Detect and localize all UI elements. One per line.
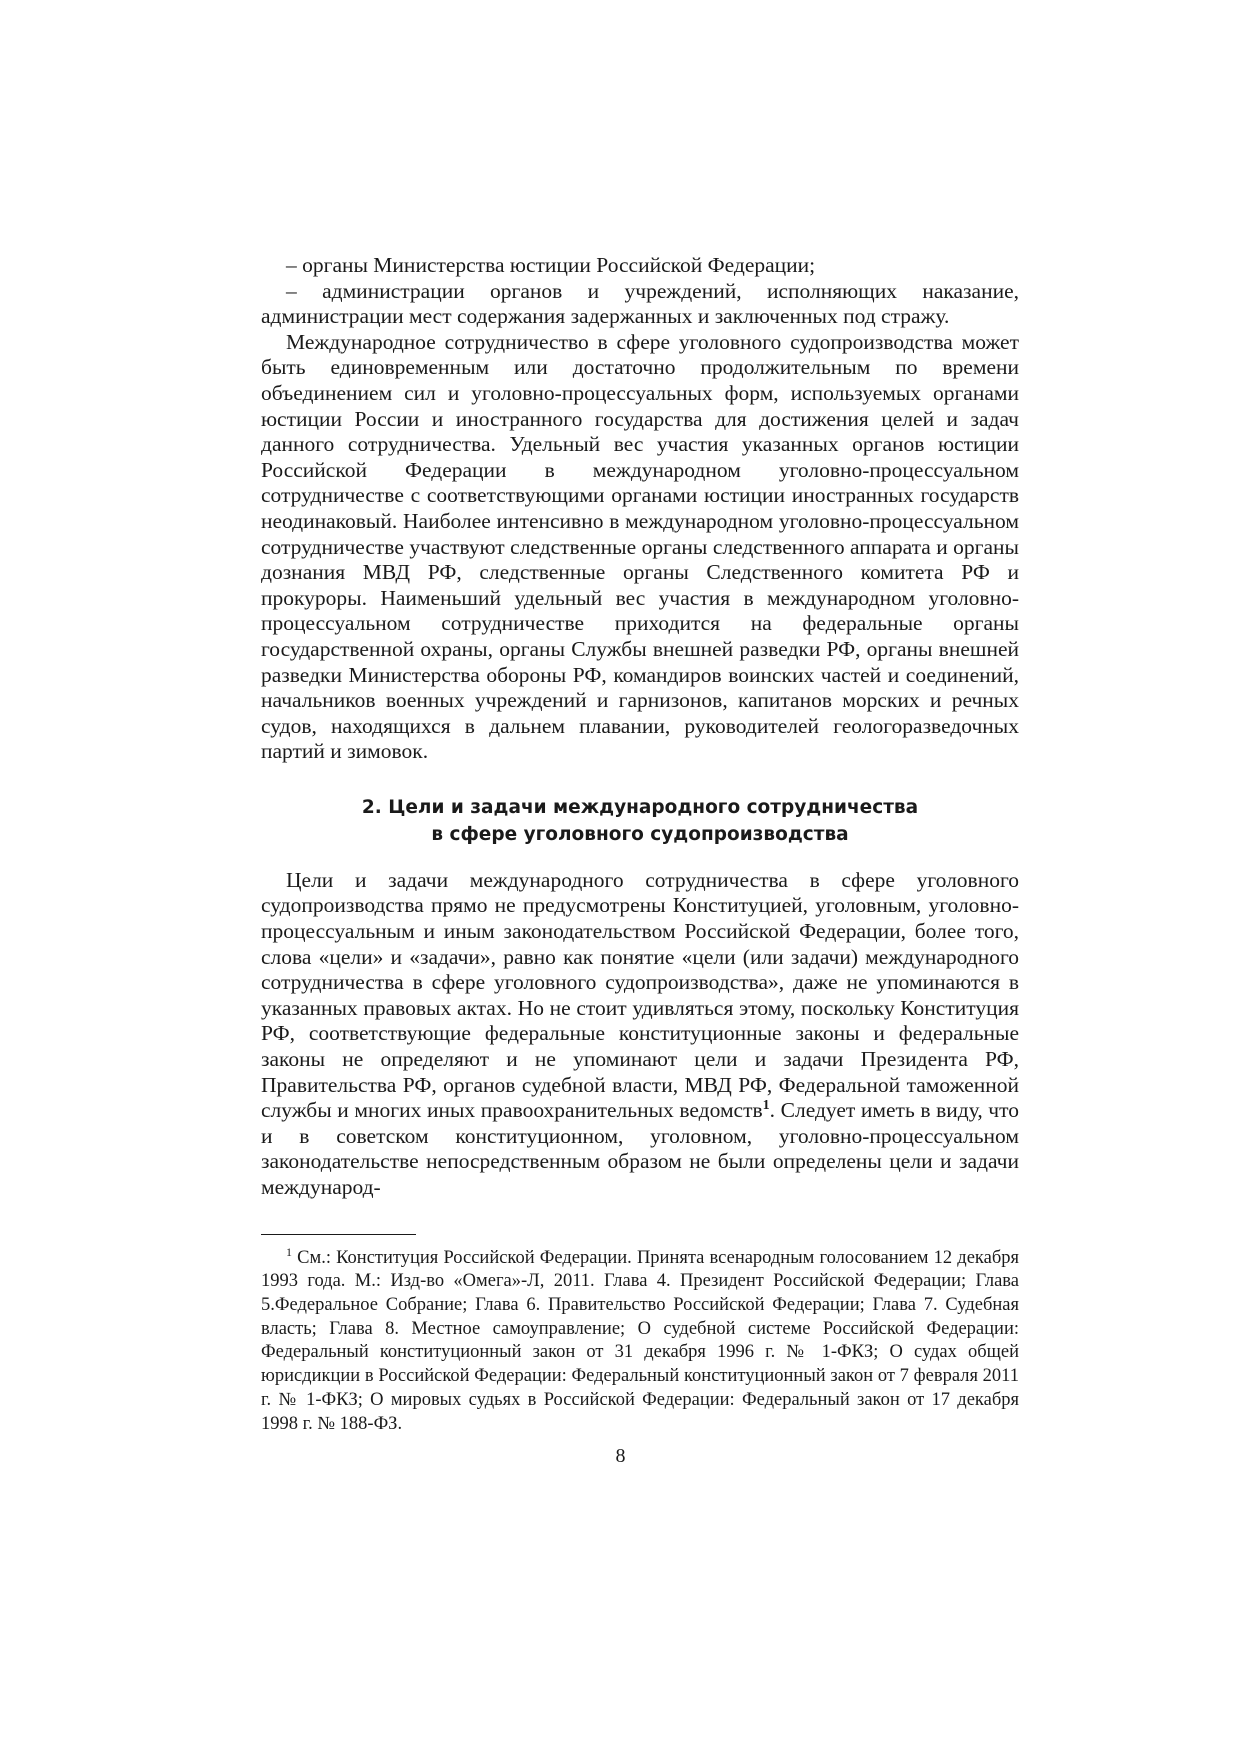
- page-number: 8: [615, 1445, 626, 1467]
- list-item-administrations: – администрации органов и учреждений, исполняющих наказание, администрации мест содержания задержанных и заключенных под стражу.: [261, 278, 1019, 329]
- footnote-divider: [261, 1234, 416, 1235]
- section-heading-line-1: 2. Цели и задачи международного сотрудничества: [361, 796, 919, 818]
- paragraph-international-cooperation: Международное сотрудничество в сфере уголовного судопроизводства может быть единовременным или достаточно продолжительным по времени объединением сил и уголовно-процессуальных форм, используемых органами юстиции России и иностранного государства для достижения целей и задач данного сотрудничества. Удельный вес участия указанных органов юстиции Российской Федерации в международном уголовно-процессуальном сотрудничестве с соответствующими органами юстиции иностранных государств неодинаковый. Наиболее интенсивно в международном уголовно-процессуальном сотрудничестве участвуют следственные органы следственного аппарата и органы дознания МВД РФ, следственные органы Следственного комитета РФ и прокуроры. Наименьший удельный вес участия в международном уголовно-процессуальном сотрудничестве приходится на федеральные органы государственной охраны, органы Службы внешней разведки РФ, органы внешней разведки Министерства обороны РФ, командиров воинских частей и соединений, начальников военных учреждений и гарнизонов, капитанов морских и речных судов, находящихся в дальнем плавании, руководителей геологоразведочных партий и зимовок.: [261, 329, 1019, 764]
- list-item-ministry-justice: – органы Министерства юстиции Российской Федерации;: [286, 253, 816, 277]
- paragraph-goals-tasks-continuation: . Следует иметь в виду, что и в советском конституционном, уголовном, уголовно-процессуальном законодательстве непосредственным образом не были определены цели и задачи международ-: [261, 1098, 1019, 1199]
- paragraph-goals-tasks: [261, 868, 1019, 1201]
- section-heading: [261, 794, 1019, 848]
- footnote-marker: 1: [286, 1244, 292, 1259]
- footnote-text: См.: Конституция Российской Федерации. Принята всенародным голосованием 12 декабря 1993 года. М.: Изд-во «Омега»-Л, 2011. Глава 4. Президент Российской Федерации; Глава 5.Федеральное Собрание; Глава 6. Правительство Российской Федерации; Глава 7. Судебная власть; Глава 8. Местное самоуправление; О судебной системе Российской Федерации: Федеральный конституционный закон от 31 декабря 1996 г. № 1-ФКЗ; О судах общей юрисдикции в Российской Федерации: Федеральный конституционный закон от 7 февраля 2011 г. № 1-ФКЗ; О мировых судьях в Российской Федерации: Федеральный закон от 17 декабря 1998 г. № 188-ФЗ.: [261, 1247, 1019, 1434]
- paragraph-goals-tasks-text: Цели и задачи международного сотрудничества в сфере уголовного судопроизводства прямо не предусмотрены Конституцией, уголовным, уголовно-процессуальным и иным законодательством Российской Федерации, более того, слова «цели» и «задачи», равно как понятие «цели (или задачи) международного сотрудничества в сфере уголовного судопроизводства», даже не упоминаются в указанных правовых актах. Но не стоит удивляться этому, поскольку Конституция РФ, соответствующие федеральные конституционные законы и федеральные законы не определяют и не упоминают цели и задачи Президента РФ, Правительства РФ, органов судебной власти, МВД РФ, Федеральной таможенной службы и многих иных правоохранительных ведомств: [261, 867, 1019, 1123]
- section-text-block: [261, 868, 1019, 1201]
- page-content: [261, 253, 1019, 1436]
- footnote: [261, 1244, 1019, 1437]
- footnote-reference: 1: [762, 1098, 770, 1114]
- top-text-block: [261, 253, 1019, 765]
- section-heading-line-2: в сфере уголовного судопроизводства: [431, 823, 849, 845]
